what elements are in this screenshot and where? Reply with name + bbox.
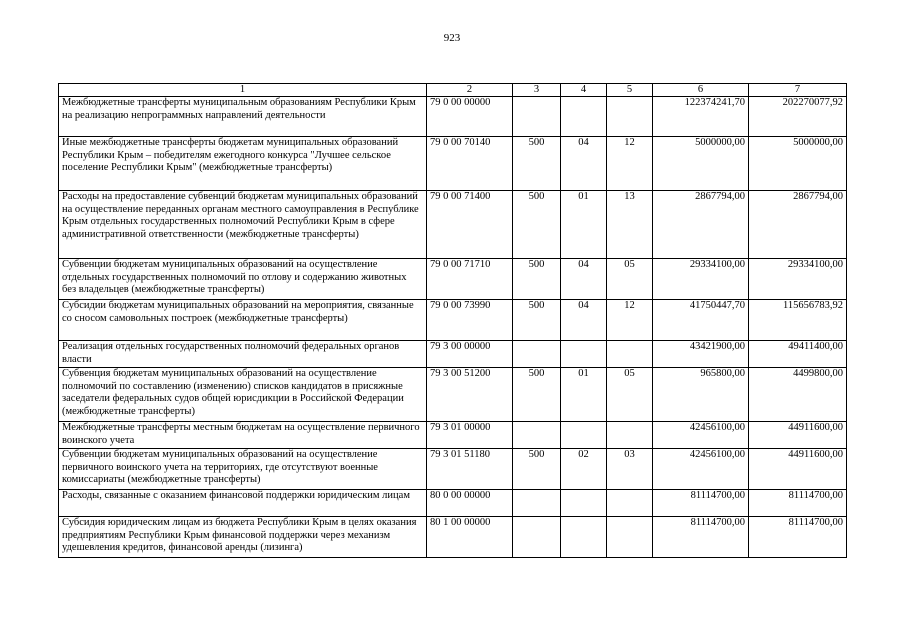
row-sum-col6-cell: 5000000,00 — [653, 137, 749, 191]
row-expense-type-cell: 500 — [513, 137, 561, 191]
row-name-cell: Межбюджетные трансферты муниципальным образованиям Республики Крым на реализацию непрограммных направлений деятельности — [59, 97, 427, 137]
table-row — [59, 341, 847, 368]
row-section-cell: 04 — [561, 259, 607, 300]
row-section-cell: 04 — [561, 137, 607, 191]
row-code-cell: 79 0 00 00000 — [427, 97, 513, 137]
row-subsection-cell: 03 — [607, 449, 653, 490]
row-sum-col6-cell: 81114700,00 — [653, 517, 749, 558]
row-sum-col7-cell: 44911600,00 — [749, 449, 847, 490]
row-section-cell: 01 — [561, 368, 607, 422]
row-expense-type-cell — [513, 517, 561, 558]
table-row — [59, 422, 847, 449]
column-header-6: 6 — [653, 84, 749, 97]
row-name-cell: Иные межбюджетные трансферты бюджетам муниципальных образований Республики Крым – победителям ежегодного конкурса "Лучшее сельское поселение Республики Крым" (межбюджетные трансферты) — [59, 137, 427, 191]
row-sum-col6-cell: 43421900,00 — [653, 341, 749, 368]
row-sum-col7-cell: 49411400,00 — [749, 341, 847, 368]
row-expense-type-cell — [513, 490, 561, 517]
table-row — [59, 259, 847, 300]
row-sum-col6-cell: 81114700,00 — [653, 490, 749, 517]
row-name-cell: Субвенции бюджетам муниципальных образований на осуществление первичного воинского учета на территориях, где отсутствуют военные комиссариаты (межбюджетные трансферты) — [59, 449, 427, 490]
row-section-cell — [561, 517, 607, 558]
table-row — [59, 368, 847, 422]
row-sum-col7-cell: 5000000,00 — [749, 137, 847, 191]
row-sum-col7-cell: 44911600,00 — [749, 422, 847, 449]
row-subsection-cell: 12 — [607, 300, 653, 341]
row-section-cell — [561, 422, 607, 449]
row-expense-type-cell: 500 — [513, 368, 561, 422]
row-name-cell: Расходы, связанные с оказанием финансовой поддержки юридическим лицам — [59, 490, 427, 517]
row-section-cell — [561, 97, 607, 137]
row-code-cell: 80 0 00 00000 — [427, 490, 513, 517]
row-sum-col6-cell: 41750447,70 — [653, 300, 749, 341]
table-row — [59, 137, 847, 191]
row-code-cell: 79 0 00 71400 — [427, 191, 513, 259]
row-code-cell: 79 3 01 00000 — [427, 422, 513, 449]
row-section-cell: 01 — [561, 191, 607, 259]
budget-table — [58, 83, 847, 558]
row-name-cell: Субвенция бюджетам муниципальных образований на осуществление полномочий по составлению (изменению) списков кандидатов в присяжные заседатели федеральных судов общей юрисдикции в Российской Федерации (межбюджетные трансферты) — [59, 368, 427, 422]
table-row — [59, 300, 847, 341]
row-sum-col6-cell: 29334100,00 — [653, 259, 749, 300]
row-expense-type-cell — [513, 97, 561, 137]
row-code-cell: 79 3 01 51180 — [427, 449, 513, 490]
row-sum-col6-cell: 42456100,00 — [653, 449, 749, 490]
row-section-cell: 04 — [561, 300, 607, 341]
row-sum-col6-cell: 2867794,00 — [653, 191, 749, 259]
table-row — [59, 490, 847, 517]
row-subsection-cell — [607, 97, 653, 137]
row-section-cell — [561, 490, 607, 517]
row-subsection-cell — [607, 517, 653, 558]
table-row — [59, 191, 847, 259]
row-section-cell — [561, 341, 607, 368]
row-code-cell: 79 0 00 71710 — [427, 259, 513, 300]
row-subsection-cell: 12 — [607, 137, 653, 191]
page-number: 923 — [443, 32, 461, 44]
column-header-3: 3 — [513, 84, 561, 97]
row-code-cell: 79 3 00 00000 — [427, 341, 513, 368]
row-name-cell: Субсидия юридическим лицам из бюджета Республики Крым в целях оказания предприятиям Республики Крым финансовой поддержки через механизм удешевления кредитов, финансовой аренды (лизинга) — [59, 517, 427, 558]
column-header-7: 7 — [749, 84, 847, 97]
row-expense-type-cell — [513, 341, 561, 368]
row-subsection-cell — [607, 490, 653, 517]
row-sum-col6-cell: 965800,00 — [653, 368, 749, 422]
row-sum-col7-cell: 2867794,00 — [749, 191, 847, 259]
row-sum-col6-cell: 122374241,70 — [653, 97, 749, 137]
row-name-cell: Субвенции бюджетам муниципальных образований на осуществление отдельных государственных полномочий по отлову и содержанию животных без владельцев (межбюджетные трансферты) — [59, 259, 427, 300]
row-name-cell: Межбюджетные трансферты местным бюджетам на осуществление первичного воинского учета — [59, 422, 427, 449]
row-expense-type-cell: 500 — [513, 191, 561, 259]
table-row — [59, 449, 847, 490]
row-code-cell: 79 3 00 51200 — [427, 368, 513, 422]
row-expense-type-cell: 500 — [513, 449, 561, 490]
table-row — [59, 97, 847, 137]
row-name-cell: Реализация отдельных государственных полномочий федеральных органов власти — [59, 341, 427, 368]
row-name-cell: Субсидии бюджетам муниципальных образований на мероприятия, связанные со сносом самовольных построек (межбюджетные трансферты) — [59, 300, 427, 341]
row-sum-col7-cell: 115656783,92 — [749, 300, 847, 341]
row-sum-col7-cell: 29334100,00 — [749, 259, 847, 300]
row-subsection-cell: 13 — [607, 191, 653, 259]
row-sum-col7-cell: 202270077,92 — [749, 97, 847, 137]
column-header-1: 1 — [59, 84, 427, 97]
row-expense-type-cell: 500 — [513, 259, 561, 300]
row-code-cell: 79 0 00 73990 — [427, 300, 513, 341]
column-header-2: 2 — [427, 84, 513, 97]
row-subsection-cell — [607, 341, 653, 368]
row-sum-col7-cell: 4499800,00 — [749, 368, 847, 422]
table-row — [59, 517, 847, 558]
row-sum-col7-cell: 81114700,00 — [749, 517, 847, 558]
table-header-row — [59, 84, 847, 97]
column-header-4: 4 — [561, 84, 607, 97]
row-expense-type-cell — [513, 422, 561, 449]
row-subsection-cell — [607, 422, 653, 449]
row-code-cell: 79 0 00 70140 — [427, 137, 513, 191]
row-name-cell: Расходы на предоставление субвенций бюджетам муниципальных образований на осуществление переданных органам местного самоуправления в Республике Крым отдельных государственных полномочий Республики Крым в сфере административной ответственности (межбюджетные трансферты) — [59, 191, 427, 259]
row-code-cell: 80 1 00 00000 — [427, 517, 513, 558]
column-header-5: 5 — [607, 84, 653, 97]
row-section-cell: 02 — [561, 449, 607, 490]
row-sum-col6-cell: 42456100,00 — [653, 422, 749, 449]
row-subsection-cell: 05 — [607, 259, 653, 300]
row-subsection-cell: 05 — [607, 368, 653, 422]
row-sum-col7-cell: 81114700,00 — [749, 490, 847, 517]
row-expense-type-cell: 500 — [513, 300, 561, 341]
